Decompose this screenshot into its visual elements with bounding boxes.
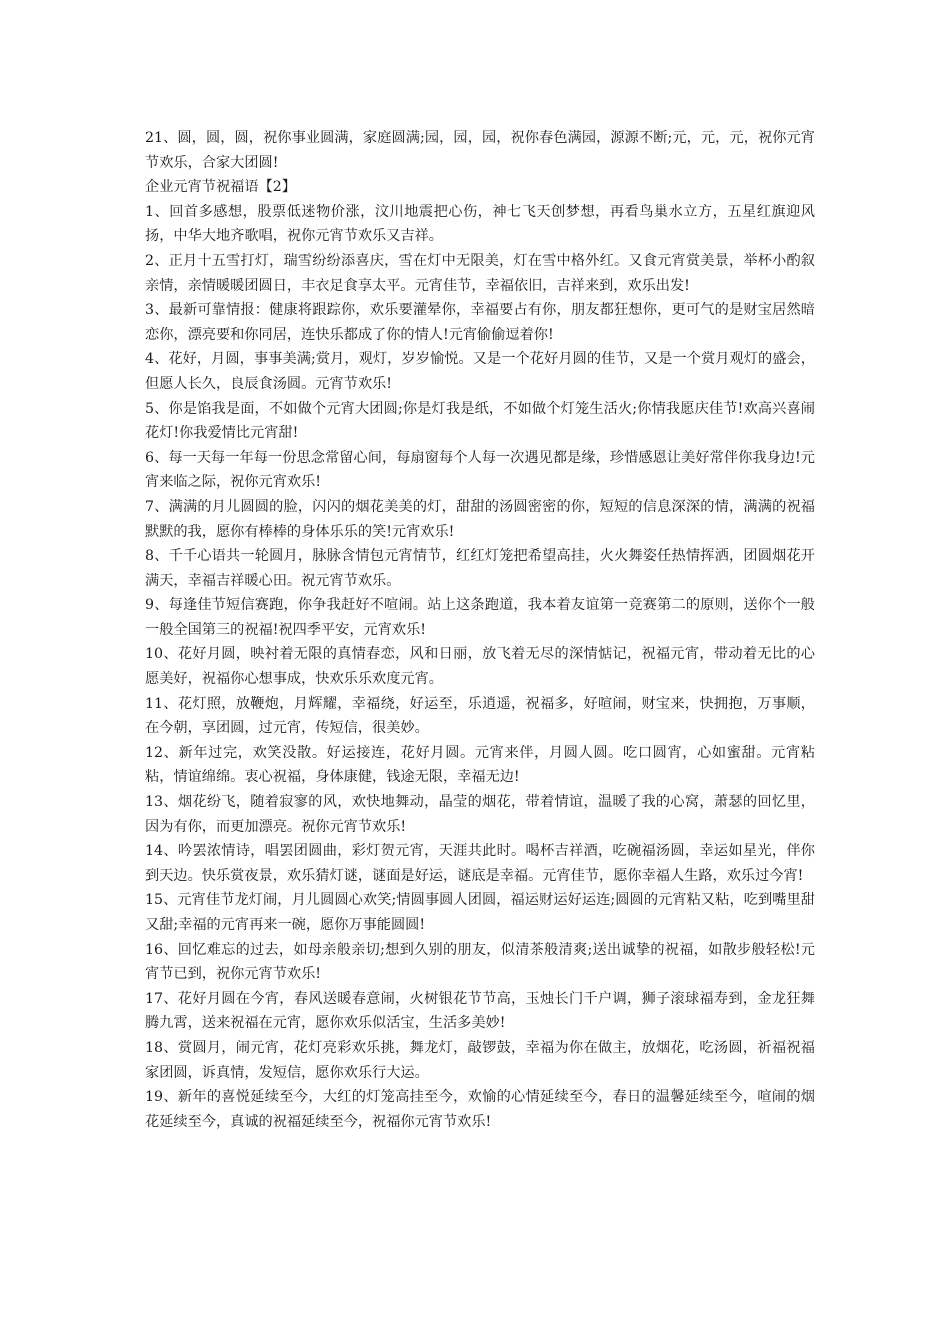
paragraph-11: 11、花灯照，放鞭炮，月辉耀，幸福绕，好运至，乐逍遥，祝福多，好喧闹，财宝来，快拥抱，万事顺，在今朝，享团圆，过元宵，传短信，很美妙。: [145, 695, 815, 737]
paragraph-7: 7、满满的月儿圆圆的脸，闪闪的烟花美美的灯，甜甜的汤圆密密的你，短短的信息深深的情，满满的祝福默默的我，愿你有棒棒的身体乐乐的笑!元宵欢乐!: [145, 498, 815, 540]
paragraph-18: 18、赏圆月，闹元宵，花灯亮彩欢乐挑，舞龙灯，敲锣鼓，幸福为你在做主，放烟花，吃汤圆，祈福祝福家团圆，诉真情，发短信，愿你欢乐行大运。: [145, 1039, 815, 1081]
paragraph-16: 16、回忆难忘的过去，如母亲般亲切;想到久别的朋友，似清茶般清爽;送出诚挚的祝福，如散步般轻松!元宵节已到，祝你元宵节欢乐!: [145, 941, 815, 983]
paragraph-14: 14、吟罢浓情诗，唱罢团圆曲，彩灯贺元宵，天涯共此时。喝杯吉祥酒，吃碗福汤圆，幸运如星光，伴你到天边。快乐赏夜景，欢乐猜灯谜，谜面是好运，谜底是幸福。元宵佳节，愿你幸福人生路，欢乐过今宵!: [145, 843, 815, 884]
paragraph-4: 4、花好，月圆，事事美满;赏月，观灯，岁岁愉悦。又是一个花好月圆的佳节，又是一个赏月观灯的盛会，但愿人长久，良辰食汤圆。元宵节欢乐!: [145, 351, 815, 392]
paragraph-12: 12、新年过完，欢笑没散。好运接连，花好月圆。元宵来伴，月圆人圆。吃口圆宵，心如蜜甜。元宵粘粘，情谊绵绵。衷心祝福，身体康健，钱途无限，幸福无边!: [145, 744, 815, 786]
paragraph-17: 17、花好月圆在今宵，春风送暖春意闹，火树银花节节高，玉烛长门千户调，狮子滚球福寿到，金龙狂舞腾九霄，送来祝福在元宵，愿你欢乐似活宝，生活多美妙!: [145, 990, 815, 1032]
paragraph-3: 3、最新可靠情报：健康将跟踪你，欢乐要灌晕你，幸福要占有你，朋友都狂想你，更可气的是财宝居然暗恋你，漂亮要和你同居，连快乐都成了你的情人!元宵偷偷逗着你!: [145, 302, 815, 343]
paragraph-19: 19、新年的喜悦延续至今，大红的灯笼高挂至今，欢愉的心情延续至今，春日的温馨延续至今，喧闹的烟花延续至今，真诚的祝福延续至今，祝福你元宵节欢乐!: [145, 1089, 815, 1130]
paragraph-2: 2、正月十五雪打灯，瑞雪纷纷添喜庆，雪在灯中无限美，灯在雪中格外红。又食元宵赏美景，举杯小酌叙亲情，亲情暖暖团圆日，丰衣足食享太平。元宵佳节，幸福依旧，吉祥来到，欢乐出发!: [145, 252, 815, 294]
paragraph-10: 10、花好月圆，映衬着无限的真情春恋，风和日丽，放飞着无尽的深情惦记，祝福元宵，带动着无比的心愿美好，祝福你心想事成，快欢乐乐欢度元宵。: [145, 646, 815, 688]
document-body: [145, 126, 815, 1134]
paragraph-9: 9、每逢佳节短信赛跑，你争我赶好不喧闹。站上这条跑道，我本着友谊第一竞赛第二的原则，送你个一般一般全国第三的祝福!祝四季平安，元宵欢乐!: [145, 597, 815, 638]
section-heading: 企业元宵节祝福语【2】: [145, 179, 296, 196]
paragraph-15: 15、元宵佳节龙灯闹，月儿圆圆心欢笑;情圆事圆人团圆，福运财运好运连;圆圆的元宵粘又粘，吃到嘴里甜又甜;幸福的元宵再来一碗，愿你万事能圆圆!: [145, 892, 815, 933]
paragraph-13: 13、烟花纷飞，随着寂寥的风，欢快地舞动，晶莹的烟花，带着情谊，温暖了我的心窝，萧瑟的回忆里，因为有你，而更加漂亮。祝你元宵节欢乐!: [145, 794, 815, 835]
paragraph-1: 1、回首多感想，股票低迷物价涨，汶川地震把心伤，神七飞天创梦想，再看鸟巢水立方，五星红旗迎风扬，中华大地齐歌唱，祝你元宵节欢乐又吉祥。: [145, 203, 815, 245]
paragraph-6: 6、每一天每一年每一份思念常留心间，每扇窗每个人每一次遇见都是缘，珍惜感恩让美好常伴你我身边!元宵来临之际，祝你元宵欢乐!: [145, 449, 815, 491]
paragraph-8: 8、千千心语共一轮圆月，脉脉含情包元宵情节，红红灯笼把希望高挂，火火舞姿任热情挥洒，团圆烟花开满天，幸福吉祥暖心田。祝元宵节欢乐。: [145, 548, 815, 589]
paragraph-21: 21、圆，圆，圆，祝你事业圆满，家庭圆满;园，园，园，祝你春色满园，源源不断;元，元，元，祝你元宵节欢乐，合家大团圆!: [145, 130, 815, 171]
paragraph-5: 5、你是馅我是面，不如做个元宵大团圆;你是灯我是纸，不如做个灯笼生活火;你情我愿庆佳节!欢高兴喜闹花灯!你我爱情比元宵甜!: [145, 400, 815, 442]
